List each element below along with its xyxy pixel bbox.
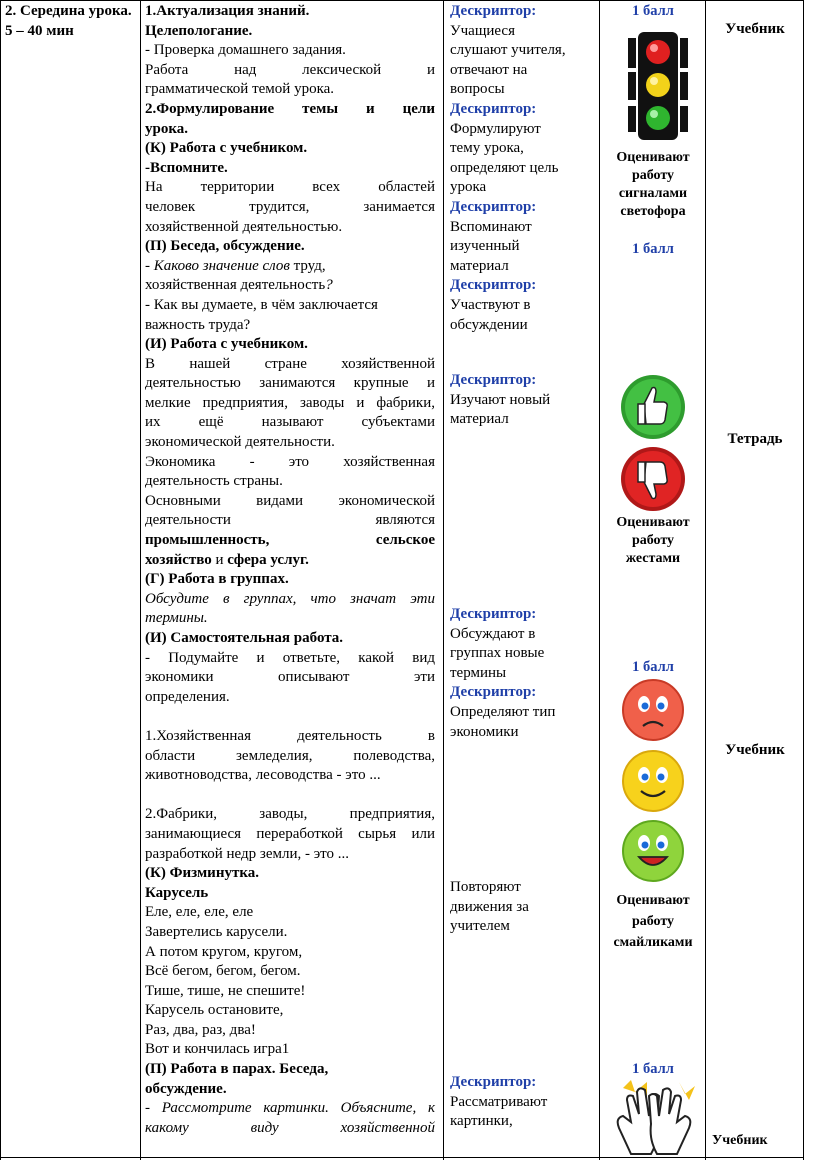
poem-line: Карусель остановите, [145, 1002, 284, 1019]
descriptor-text: Рассматривают [450, 1093, 548, 1110]
text-italic: Рассмотрите картинки. Объясните, к [161, 1100, 436, 1117]
text-line: деятельность страны. [145, 473, 283, 490]
assessment-points [603, 658, 703, 678]
text-line: какому виду хозяйственной [145, 1119, 435, 1136]
descriptor-block [450, 276, 600, 335]
descriptor-label: Дескриптор: [450, 606, 537, 622]
text-bold: сельское [375, 532, 435, 549]
text-italic: - Каково значение слов [145, 257, 290, 274]
blank-line [145, 707, 435, 727]
descriptor-block [450, 100, 600, 198]
poem-line: Раз, два, раз, два! [145, 1021, 256, 1038]
descriptor-text: обсуждении [450, 316, 528, 333]
text-bold: хозяйство [145, 551, 212, 568]
activity-heading: (П) Беседа, обсуждение. [145, 238, 305, 255]
descriptor-label: Дескриптор: [450, 3, 537, 19]
text-line [145, 551, 435, 571]
activity-heading: (И) Работа с учебником. [145, 336, 308, 353]
text-italic: ? [325, 277, 333, 294]
blank-line [145, 786, 435, 806]
assessment-caption [603, 890, 703, 953]
descriptor-block [450, 605, 600, 742]
descriptor-text: Учащиеся [450, 22, 515, 39]
text-line: важность труда? [145, 316, 251, 333]
descriptor-text: материал [450, 257, 509, 274]
text-regular: хозяйственная деятельность [145, 277, 326, 294]
resource-text: Учебник [712, 1133, 768, 1148]
section-heading: урока. [145, 120, 189, 137]
descriptor-text: Определяют тип [450, 703, 556, 720]
text-line [145, 531, 435, 551]
descriptor-text: Изучают новый [450, 391, 551, 408]
text-line: грамматической темой урока. [145, 81, 335, 98]
descriptor-text: Обсуждают в [450, 625, 536, 642]
descriptors-cell [450, 2, 600, 335]
text-bold: сфера услуг. [227, 551, 309, 568]
descriptor-label: Дескриптор: [450, 684, 537, 701]
descriptor-text: определяют цель [450, 159, 559, 176]
points-label: 1 балл [632, 241, 674, 257]
poem-line: Завертелись карусели. [145, 923, 288, 940]
happy-smiley-icon [621, 819, 685, 883]
text-regular: - [145, 1100, 162, 1117]
descriptor-block [450, 371, 600, 430]
activities-cell [145, 2, 435, 1138]
poem-line: Тише, тише, не спешите! [145, 982, 306, 999]
text-line: Экономика - это хозяйственная [145, 453, 435, 470]
table-border-bottom [0, 1157, 804, 1158]
activity-heading: (П) Работа в парах. Беседа, [145, 1061, 329, 1078]
descriptor-text: экономики [450, 723, 519, 740]
descriptor-text: изученный [450, 238, 520, 255]
traffic-light-icon [628, 32, 688, 140]
text-line: термины. [145, 610, 208, 627]
sad-smiley-icon [621, 678, 685, 742]
descriptor-text: движения за [450, 898, 529, 915]
text-regular: труд, [289, 257, 326, 274]
descriptor-block [450, 198, 600, 276]
text-line: определения. [145, 688, 230, 705]
descriptor-label: Дескриптор: [450, 277, 537, 294]
descriptor-text: группах новые [450, 645, 545, 662]
assessment-cell [603, 2, 703, 22]
text-line: мелкие предприятия, заводы и фабрики, [145, 394, 435, 411]
stage-title: 2. Середина урока. [5, 3, 132, 19]
caption-line: светофора [620, 204, 686, 219]
text-line: человек трудится, занимается [145, 198, 435, 215]
poem-title: Карусель [145, 884, 209, 901]
poem-line: Еле, еле, еле, еле [145, 904, 254, 921]
text-line [145, 257, 435, 277]
resource-label [712, 1131, 810, 1151]
poem-line: Всё бегом, бегом, бегом. [145, 963, 301, 980]
column-divider [140, 0, 141, 1160]
poem-line: А потом кругом, кругом, [145, 943, 303, 960]
descriptor-text: отвечают на [450, 61, 528, 78]
table-border-left [0, 0, 1, 1160]
neutral-smiley-icon [621, 749, 685, 813]
descriptor-label: Дескриптор: [450, 198, 537, 215]
section-heading: 2.Формулирование темы и цели [145, 100, 435, 117]
activity-heading: (Г) Работа в группах. [145, 571, 289, 588]
descriptor-text: урока [450, 179, 487, 196]
assessment-caption [603, 514, 703, 568]
table-border-right [803, 0, 804, 1160]
poem-line: Вот и кончилась игра1 [145, 1041, 290, 1058]
text-line: - Подумайте и ответьте, какой вид [145, 649, 435, 666]
column-divider [705, 0, 706, 1160]
section-heading: 1.Актуализация знаний. [145, 3, 310, 19]
text-line: животноводства, лесоводства - это ... [145, 767, 381, 784]
activity-heading: -Вспомните. [145, 159, 228, 176]
descriptor-text: вопросы [450, 81, 505, 98]
activity-heading: обсуждение. [145, 1080, 227, 1097]
stage-time: 5 – 40 мин [5, 22, 74, 39]
text-line: - Как вы думаете, в чём заключается [145, 296, 378, 313]
caption-line: Оценивают [616, 893, 690, 908]
text-line: 2.Фабрики, заводы, предприятия, [145, 806, 435, 823]
descriptor-text: слушают учителя, [450, 42, 566, 59]
caption-line: жестами [625, 551, 681, 566]
text-line: Обсудите в группах, что значат эти [145, 590, 435, 607]
text-line: их ещё называют субъектами [145, 414, 435, 431]
text-line: В нашей стране хозяйственной [145, 355, 435, 372]
caption-line: смайликами [613, 935, 693, 950]
column-divider [443, 0, 444, 1160]
resource-text: Учебник [725, 21, 785, 37]
descriptor-text: Участвуют в [450, 296, 531, 313]
text-line: На территории всех областей [145, 179, 435, 196]
text-line: экономики описывают эти [145, 669, 435, 686]
descriptor-text: картинки, [450, 1113, 513, 1130]
caption-line: сигналами [618, 186, 688, 201]
descriptor-label: Дескриптор: [450, 100, 537, 117]
descriptor-text: Вспоминают [450, 218, 532, 235]
text-line: Основными видами экономической [145, 492, 435, 509]
text-line [145, 1099, 435, 1119]
resource-label [706, 20, 804, 40]
text-line: деятельности являются [145, 512, 435, 529]
text-line [145, 276, 435, 296]
text-line: Работа над лексической и [145, 61, 435, 78]
activity-heading: (И) Самостоятельная работа. [145, 630, 344, 646]
text-line: области земледелия, полеводства, [145, 747, 435, 764]
text-line: 1.Хозяйственная деятельность в [145, 727, 435, 744]
text-line: разработкой недр земли, - это ... [145, 845, 350, 862]
resource-text: Учебник [725, 742, 785, 758]
descriptor-text: Повторяют [450, 879, 521, 895]
descriptor-block [450, 2, 600, 100]
text-line: - Проверка домашнего задания. [145, 42, 346, 59]
descriptor-text: материал [450, 411, 509, 428]
thumbs-up-icon [620, 374, 686, 440]
descriptor-label: Дескриптор: [450, 1074, 537, 1090]
text-line: деятельностью занимаются крупные и [145, 375, 435, 392]
text-bold: промышленность, [145, 532, 270, 549]
stage-cell [5, 2, 135, 41]
text-line: экономической деятельности. [145, 434, 335, 451]
caption-line: Оценивают [616, 150, 690, 165]
activity-heading: (К) Физминутка. [145, 865, 259, 882]
caption-line: работу [631, 533, 675, 548]
caption-line: работу [631, 168, 675, 183]
descriptor-block [450, 878, 600, 937]
descriptor-block [450, 1073, 600, 1132]
assessment-points [603, 240, 703, 260]
assessment-caption [603, 149, 703, 221]
thumbs-down-icon [620, 446, 686, 512]
clapping-hands-icon [609, 1078, 699, 1156]
caption-line: Оценивают [616, 515, 690, 530]
descriptor-text: учителем [450, 918, 510, 935]
points-label: 1 балл [632, 659, 674, 675]
resource-label [706, 430, 804, 450]
assessment-points [603, 1060, 703, 1080]
activity-heading: (К) Работа с учебником. [145, 140, 308, 157]
descriptor-text: тему урока, [450, 140, 524, 157]
points-label: 1 балл [632, 1061, 674, 1077]
caption-line: работу [631, 914, 675, 929]
text-line: хозяйственной деятельностью. [145, 218, 343, 235]
points-label: 1 балл [632, 3, 674, 19]
descriptor-text: термины [450, 664, 507, 681]
text-line: занимающиеся переработкой сырья или [145, 825, 435, 842]
descriptor-label: Дескриптор: [450, 372, 537, 388]
table-border-top [0, 0, 804, 1]
text-regular: и [211, 551, 228, 568]
section-heading: Целепологание. [145, 22, 253, 39]
resource-label [706, 741, 804, 761]
resource-text: Тетрадь [727, 431, 783, 447]
descriptor-text: Формулируют [450, 120, 541, 137]
